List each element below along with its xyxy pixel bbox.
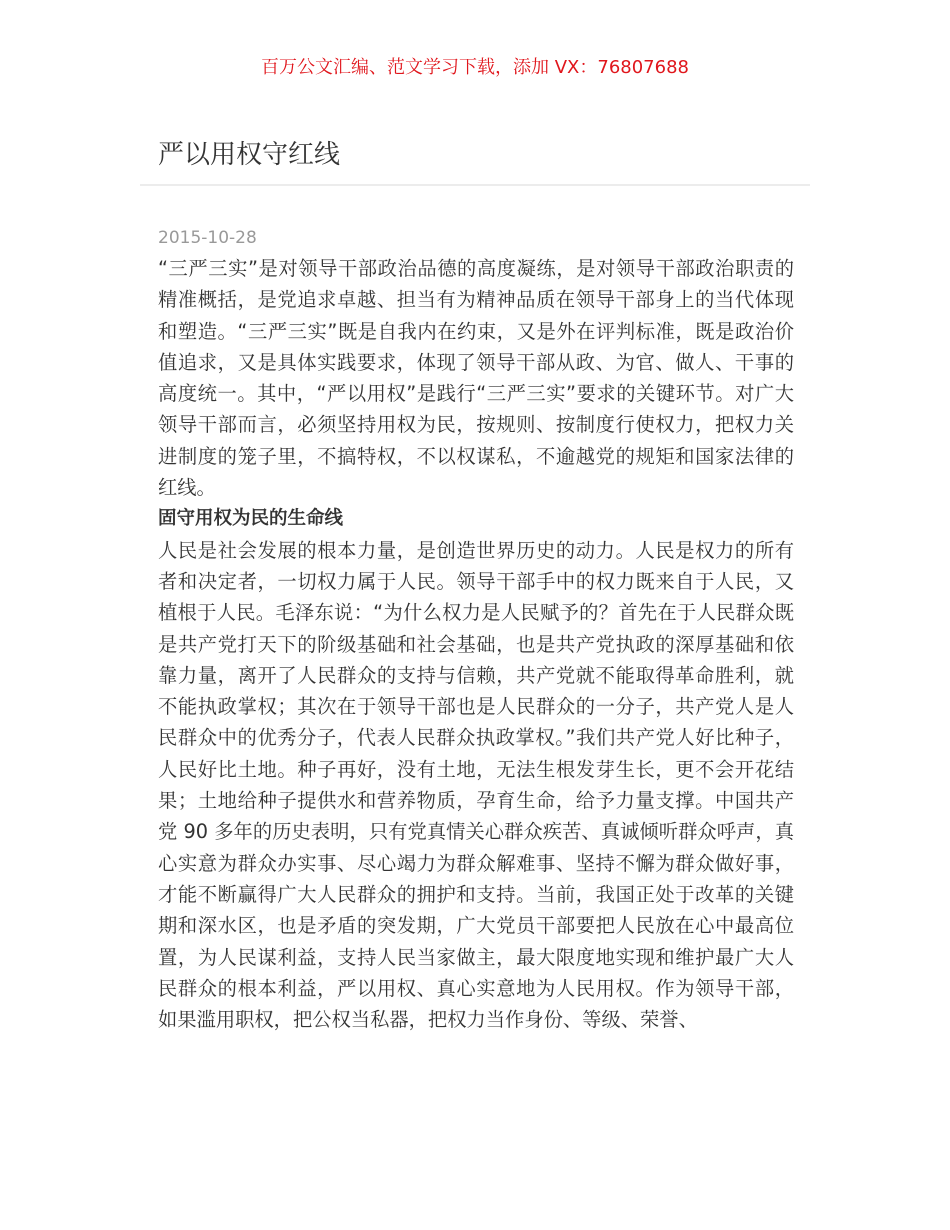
intro-paragraph: “三严三实”是对领导干部政治品德的高度凝练，是对领导干部政治职责的精准概括，是党追求卓越、担当有为精神品质在领导干部身上的当代体现和塑造。“三严三实”既是自我内在约束，又是外在评判标准，既是政治价值追求，又是具体实践要求，体现了领导干部从政、为官、做人、干事的高度统一。其中，“严以用权”是践行“三严三实”要求的关键环节。对广大领导干部而言，必须坚持用权为民，按规则、按制度行使权力，把权力关进制度的笼子里，不搞特权，不以权谋私，不逾越党的规矩和国家法律的红线。: [158, 257, 794, 500]
section-heading: 固守用权为民的生命线: [158, 508, 344, 530]
promo-banner: 百万公文汇编、范文学习下载，添加 VX：76807688: [261, 57, 689, 78]
page-title: 严以用权守红线: [158, 140, 341, 170]
title-divider: [140, 184, 810, 186]
section-paragraph: 人民是社会发展的根本力量，是创造世界历史的动力。人民是权力的所有者和决定者，一切权力属于人民。领导干部手中的权力既来自于人民，又植根于人民。毛泽东说：“为什么权力是人民赋予的？首先在于人民群众既是共产党打天下的阶级基础和社会基础，也是共产党执政的深厚基础和依靠力量，离开了人民群众的支持与信赖，共产党就不能取得革命胜利，就不能执政掌权；其次在于领导干部也是人民群众的一分子，共产党人是人民群众中的优秀分子，代表人民群众执政掌权。”我们共产党人好比种子，人民好比土地。种子再好，没有土地，无法生根发芽生长，更不会开花结果；土地给种子提供水和营养物质，孕育生命，给予力量支撑。中国共产党 90 多年的历史表明，只有党真情关心群众疾苦、真诚倾听群众呼声，真心实意为群众办实事、尽心竭力为群众解难事、坚持不懈为群众做好事，才能不断赢得广大人民群众的拥护和支持。当前，我国正处于改革的关键期和深水区，也是矛盾的突发期，广大党员干部要把人民放在心中最高位置，为人民谋利益，支持人民当家做主，最大限度地实现和维护最广大人民群众的根本利益，严以用权、真心实意地为人民用权。作为领导干部，如果滥用职权，把公权当私器，把权力当作身份、等级、荣誉、: [158, 538, 794, 1032]
publish-date: 2015-10-28: [158, 228, 257, 248]
article-body: [158, 253, 794, 1035]
